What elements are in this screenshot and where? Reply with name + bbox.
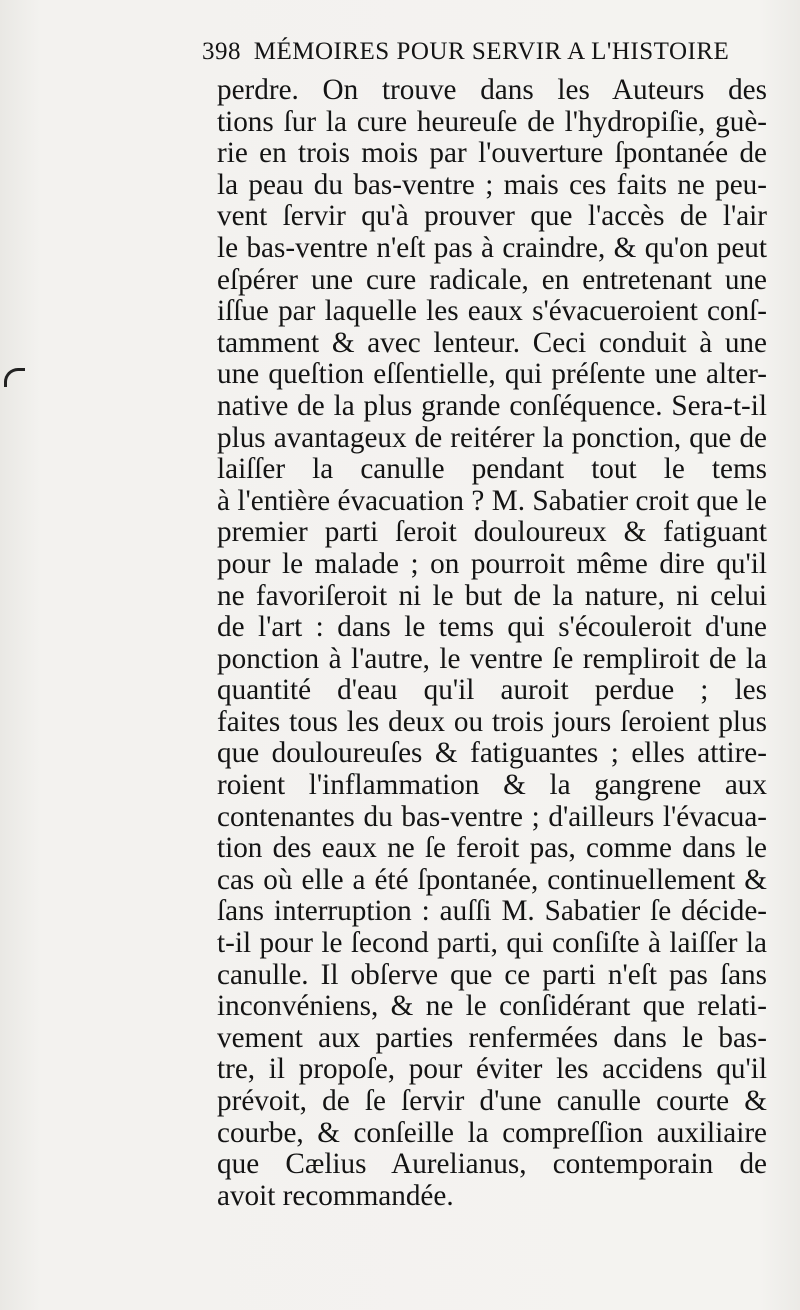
text-line: perdre. On trouve dans les Auteurs des [217, 75, 767, 106]
text-line: le bas-ventre n'eſt pas à craindre, & qu'on peut [217, 232, 767, 264]
text-line: iſſue par laquelle les eaux s'évacueroient conſ- [217, 296, 767, 328]
text-line: vement aux parties renfermées dans le bas- [217, 1022, 767, 1054]
text-line: de l'art : dans le tems qui s'écouleroit d'une [217, 612, 767, 644]
page-number: 398 [202, 38, 241, 65]
text-line: eſpérer une cure radicale, en entretenant une [217, 264, 767, 296]
text-line: ſans interruption : auſſi M. Sabatier ſe décide- [217, 896, 767, 928]
text-line: cas où elle a été ſpontanée, continuellement & [217, 864, 767, 896]
text-line: inconvéniens, & ne le conſidérant que relati- [217, 991, 767, 1023]
text-line: une queſtion eſſentielle, qui préſente une alter- [217, 359, 767, 391]
text-line: ponction à l'autre, le ventre ſe rempliroit de la [217, 643, 767, 675]
text-line: roient l'inflammation & la gangrene aux [217, 770, 767, 802]
running-title: MÉMOIRES POUR SERVIR A L'HISTOIRE [253, 38, 730, 65]
text-line: que douloureuſes & fatiguantes ; elles attire- [217, 738, 767, 770]
text-line: tions ſur la cure heureuſe de l'hydropiſie, guè- [217, 106, 767, 138]
body-text [217, 75, 767, 1212]
text-line: faites tous les deux ou trois jours ſeroient plus [217, 706, 767, 738]
text-line: pour le malade ; on pourroit même dire qu'il [217, 548, 767, 580]
text-line: à l'entière évacuation ? M. Sabatier croit que le [217, 485, 767, 517]
text-line: la peau du bas-ventre ; mais ces faits ne peu- [217, 169, 767, 201]
text-line: que Cælius Aurelianus, contemporain de [217, 1149, 767, 1181]
text-line: canulle. Il obſerve que ce parti n'eſt pas ſans [217, 959, 767, 991]
margin-mark [4, 368, 25, 387]
text-line: tamment & avec lenteur. Ceci conduit à une [217, 327, 767, 359]
text-line: native de la plus grande conſéquence. Sera-t-il [217, 390, 767, 422]
text-line: laiſſer la canulle pendant tout le tems [217, 454, 767, 486]
text-line: t-il pour le ſecond parti, qui conſiſte à laiſſer la [217, 928, 767, 960]
text-line: ne favoriſeroit ni le but de la nature, ni celui [217, 580, 767, 612]
text-line: avoit recommandée. [217, 1179, 454, 1212]
text-line: vent ſervir qu'à prouver que l'accès de l'air [217, 201, 767, 233]
text-line: courbe, & conſeille la compreſſion auxiliaire [217, 1117, 767, 1149]
text-line: plus avantageux de reitérer la ponction, que de [217, 422, 767, 454]
text-line: rie en trois mois par l'ouverture ſpontanée de [217, 138, 767, 170]
text-line: tre, il propoſe, pour éviter les accidens qu'il [217, 1054, 767, 1086]
text-line: tion des eaux ne ſe feroit pas, comme dans le [217, 833, 767, 865]
text-line: premier parti ſeroit douloureux & fatiguant [217, 517, 767, 549]
text-line: contenantes du bas-ventre ; d'ailleurs l'évacua- [217, 801, 767, 833]
running-header [202, 38, 762, 80]
text-line: quantité d'eau qu'il auroit perdue ; les [217, 675, 767, 707]
text-line: prévoit, de ſe ſervir d'une canulle courte & [217, 1086, 767, 1117]
